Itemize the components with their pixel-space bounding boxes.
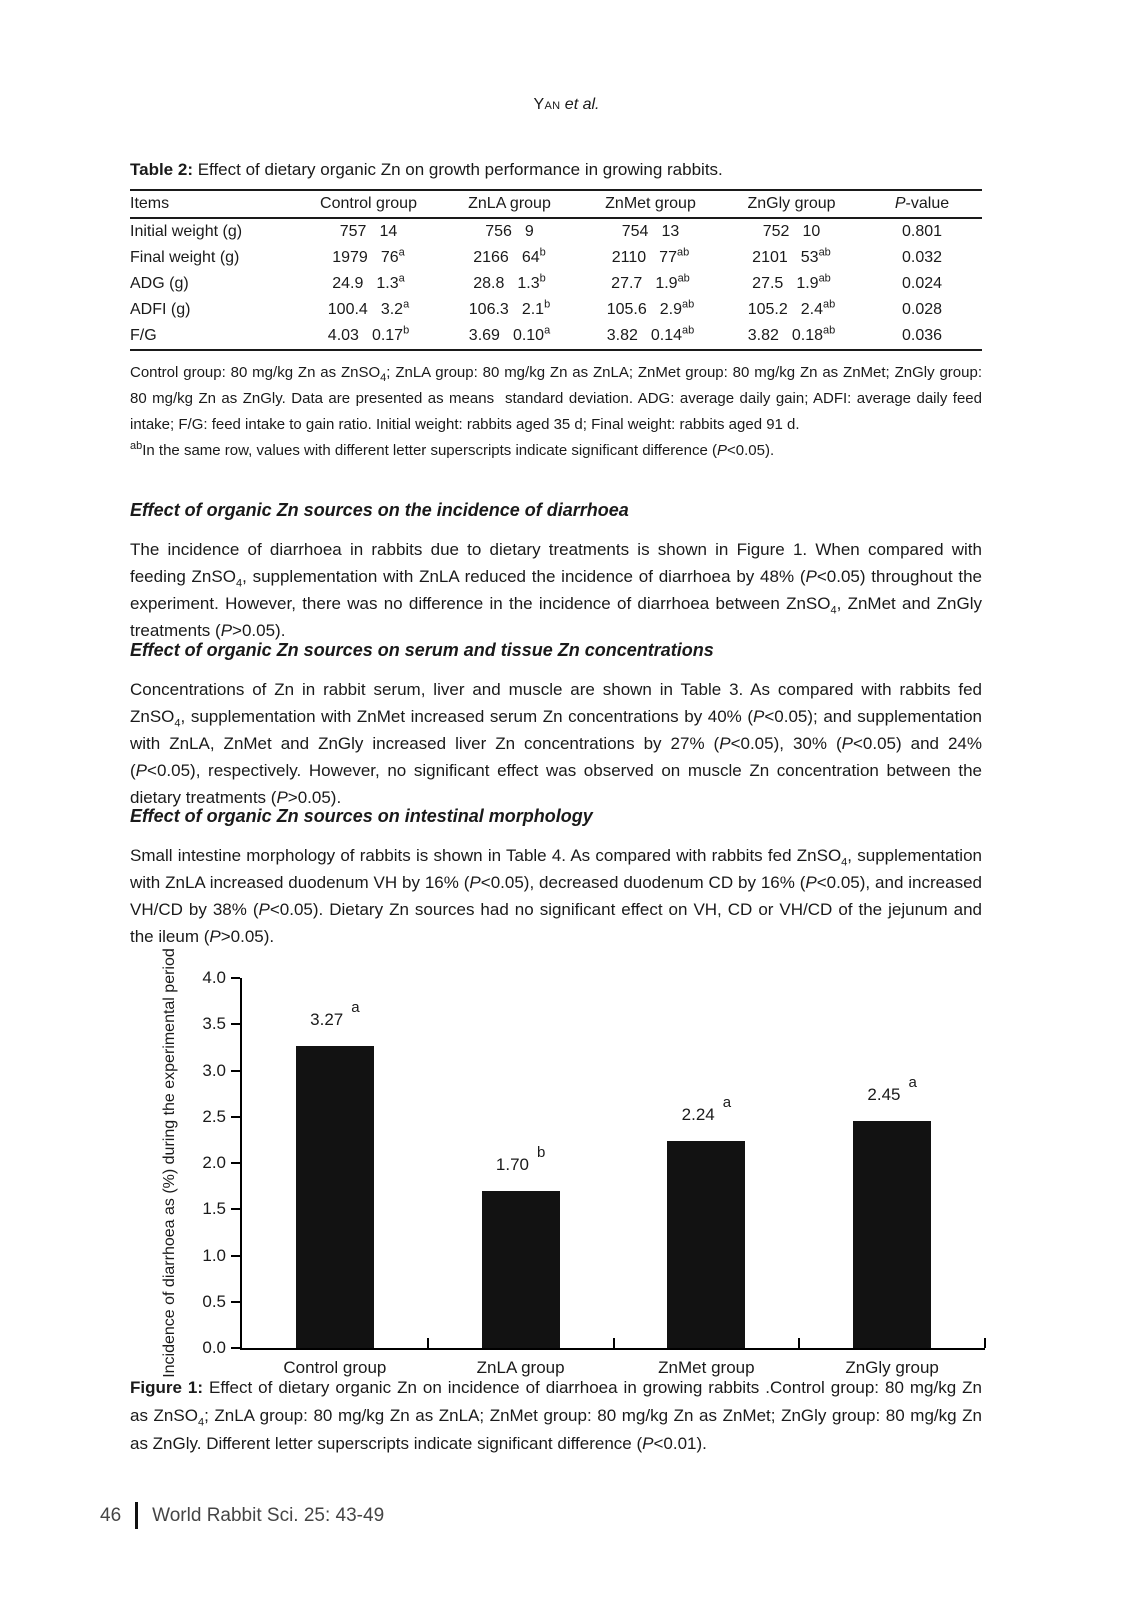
table2-caption-text: Effect of dietary organic Zn on growth performance in growing rabbits. bbox=[192, 160, 723, 179]
mean-value: 3.82 bbox=[606, 327, 638, 344]
mean-sd-pair bbox=[752, 272, 831, 293]
mean-sd-pair bbox=[747, 298, 836, 319]
table2-row bbox=[130, 323, 982, 350]
value-cell bbox=[580, 245, 721, 271]
bar-value: 2.45 bbox=[867, 1085, 901, 1105]
figure1-bar-chart bbox=[0, 948, 1133, 1378]
x-axis-tick bbox=[613, 1338, 615, 1348]
value-cell bbox=[298, 245, 439, 271]
mean-sd-pair bbox=[485, 223, 534, 241]
mean-sd-pair bbox=[747, 324, 836, 345]
bar-value-label bbox=[242, 998, 428, 1030]
mean-value: 4.03 bbox=[327, 327, 359, 344]
item-cell: Initial weight (g) bbox=[130, 223, 243, 240]
significance-letter: a bbox=[351, 998, 360, 1016]
mean-sd-pair bbox=[611, 272, 690, 293]
value-cell bbox=[580, 297, 721, 323]
sd-value: 1.9$^{ab}$ bbox=[796, 272, 831, 292]
table2-row bbox=[130, 271, 982, 297]
y-axis-title-text: Incidence of diarrhoea as (%) during the experimental period bbox=[161, 948, 178, 1378]
running-head-etal: et al. bbox=[560, 96, 600, 113]
running-head bbox=[0, 96, 1133, 114]
item-cell: ADFI (g) bbox=[130, 301, 191, 318]
sd-value: $77^{ab}$ bbox=[659, 246, 690, 266]
bar-slot bbox=[614, 978, 800, 1377]
sd-value: 2.4$^{ab}$ bbox=[800, 298, 836, 318]
y-axis-tick bbox=[231, 1301, 240, 1303]
table2-footnote-definitions: Control group: 80 mg/kg Zn as ZnSO$_4$; ZnLA group: 80 mg/kg Zn as ZnLA; ZnMet group: 80 mg/kg Zn as ZnMet; ZnGly group: 80 mg/kg Zn as ZnGly. Data are presented as means standard deviation. ADG: average daily gain; ADFI: average daily feed intake; F/G: feed intake to gain ratio. Initial weight: rabbits aged 35 d; Final weight: rabbits aged 91 d. bbox=[130, 364, 982, 433]
sd-value: 14 bbox=[379, 223, 398, 240]
mean-value: 3.82 bbox=[747, 327, 779, 344]
page-number: 46 bbox=[100, 1504, 122, 1526]
mean-value: 106.3 bbox=[468, 301, 509, 318]
mean-sd-pair bbox=[752, 246, 831, 267]
significance-letter: a bbox=[722, 1093, 732, 1111]
column-header-znmet-group: ZnMet group bbox=[605, 195, 696, 212]
mean-value: 1979 bbox=[332, 249, 368, 266]
sd-value: 2.1$^b$ bbox=[521, 298, 551, 318]
table2-caption-label: Table 2: bbox=[130, 160, 193, 179]
sd-value: 2.9$^{ab}$ bbox=[659, 298, 695, 318]
y-axis-tick-label: 0.5 bbox=[202, 1291, 226, 1311]
value-cell bbox=[298, 218, 439, 245]
bar-value-label bbox=[799, 1074, 985, 1105]
y-axis-tick bbox=[231, 1070, 240, 1072]
bar bbox=[853, 1121, 931, 1348]
x-category-label: ZnGly group bbox=[845, 1358, 939, 1377]
bar-value: 3.27 bbox=[310, 1009, 344, 1029]
sd-value: $53^{ab}$ bbox=[800, 246, 831, 266]
value-cell bbox=[439, 271, 580, 297]
table2-footnotes bbox=[130, 360, 982, 464]
sd-value: 10 bbox=[802, 223, 821, 240]
mean-sd-pair bbox=[332, 272, 405, 293]
y-axis-tick-label: 2.0 bbox=[202, 1153, 226, 1172]
value-cell bbox=[721, 245, 862, 271]
mean-sd-pair bbox=[327, 324, 410, 345]
p-value-cell: 0.032 bbox=[901, 249, 943, 266]
bar-value-label bbox=[614, 1093, 800, 1125]
mean-sd-pair bbox=[473, 246, 546, 267]
mean-sd-pair bbox=[606, 298, 695, 319]
value-cell bbox=[298, 323, 439, 350]
journal-reference: World Rabbit Sci. 25: 43-49 bbox=[152, 1504, 385, 1526]
mean-sd-pair bbox=[611, 246, 690, 267]
y-axis-tick-label: 1.5 bbox=[202, 1199, 226, 1219]
x-category-label: ZnMet group bbox=[658, 1358, 755, 1377]
mean-value: 27.5 bbox=[752, 275, 784, 292]
sd-value: 3.2$^a$ bbox=[380, 298, 410, 318]
bar bbox=[482, 1191, 560, 1348]
page-footer bbox=[100, 1502, 384, 1529]
significance-letter: b bbox=[537, 1143, 546, 1161]
mean-value: 756 bbox=[485, 223, 512, 240]
section-paragraph-intestinal-morphology: Small intestine morphology of rabbits is shown in Table 4. As compared with rabbits fed ZnSO$_4$, supplementation with ZnLA increased duodenum VH by 16% (P<0.05), decreased duodenum CD by 16% (P<0.05), and increased VH/CD by 38% (P<0.05). Dietary Zn sources had no significant effect on VH, CD or VH/CD of the jejunum and the ileum (P>0.05). bbox=[130, 846, 982, 946]
mean-value: 105.2 bbox=[747, 301, 788, 318]
y-axis-tick bbox=[231, 977, 240, 979]
column-header-control-group: Control group bbox=[320, 195, 417, 212]
section-paragraph-serum-tissue-zn: Concentrations of Zn in rabbit serum, liver and muscle are shown in Table 3. As compared with rabbits fed ZnSO$_4$, supplementation with ZnMet increased serum Zn concentrations by 40% (P<0.05); and supplementation with ZnLA, ZnMet and ZnGly increased liver Zn concentrations by 27% (P<0.05), 30% (P<0.05) and 24% (P<0.05), respectively. However, no significant effect was observed on muscle Zn concentration between the dietary treatments (P>0.05). bbox=[130, 680, 983, 807]
value-cell bbox=[721, 271, 862, 297]
y-axis-tick bbox=[231, 1255, 240, 1257]
mean-sd-pair bbox=[327, 298, 410, 319]
y-axis-tick bbox=[231, 1208, 240, 1210]
mean-sd-pair bbox=[332, 246, 405, 267]
mean-sd-pair bbox=[606, 324, 695, 345]
sd-value: 0.17$^b$ bbox=[371, 324, 410, 344]
x-axis-end-tick bbox=[984, 1338, 986, 1348]
figure1-caption-label: Figure 1: bbox=[130, 1378, 204, 1397]
mean-value: 2110 bbox=[611, 249, 647, 266]
value-cell bbox=[439, 218, 580, 245]
footer-divider bbox=[135, 1502, 138, 1529]
table2-footnote-significance: $^{ab}$In the same row, values with different letter superscripts indicate significant difference (P<0.05). bbox=[130, 440, 775, 459]
y-axis-tick-label: 2.5 bbox=[202, 1106, 226, 1126]
sd-value: 13 bbox=[661, 223, 680, 240]
bar-slot bbox=[242, 978, 428, 1377]
item-cell: F/G bbox=[130, 327, 157, 344]
y-axis-tick-label: 4.0 bbox=[202, 968, 226, 987]
bar-value-label bbox=[428, 1143, 614, 1175]
p-value-cell: 0.036 bbox=[901, 327, 943, 344]
sd-value: 0.10$^a$ bbox=[512, 324, 551, 344]
p-value-cell: 0.024 bbox=[901, 275, 943, 292]
y-axis-tick bbox=[231, 1347, 240, 1349]
mean-sd-pair bbox=[468, 298, 551, 319]
table2-caption bbox=[130, 160, 982, 180]
mean-value: 24.9 bbox=[332, 275, 364, 292]
mean-value: 2166 bbox=[473, 249, 509, 266]
x-category-label: Control group bbox=[283, 1358, 387, 1377]
sd-value: 76$^a$ bbox=[380, 246, 405, 266]
sd-value: 1.3$^a$ bbox=[376, 272, 405, 292]
mean-sd-pair bbox=[340, 223, 398, 241]
section-heading-serum-tissue-zn: Effect of organic Zn sources on serum and tissue Zn concentrations bbox=[130, 640, 714, 660]
section-heading-intestinal-morphology: Effect of organic Zn sources on intestinal morphology bbox=[130, 806, 593, 826]
column-header-znla-group: ZnLA group bbox=[468, 195, 551, 212]
y-axis-tick-label: 0.0 bbox=[202, 1338, 226, 1357]
mean-value: 100.4 bbox=[327, 301, 368, 318]
x-axis-tick bbox=[798, 1338, 800, 1348]
sd-value: 1.9$^{ab}$ bbox=[655, 272, 690, 292]
sd-value: 0.14$^{ab}$ bbox=[650, 324, 695, 344]
value-cell bbox=[439, 245, 580, 271]
sd-value: 64$^b$ bbox=[521, 246, 546, 266]
table2-row bbox=[130, 218, 982, 245]
column-header-pvalue: P-value bbox=[894, 195, 950, 212]
table2-body bbox=[130, 218, 982, 350]
sd-value: 1.3$^b$ bbox=[517, 272, 546, 292]
x-category-label: ZnLA group bbox=[476, 1358, 565, 1377]
column-header-zngly-group: ZnGly group bbox=[747, 195, 836, 212]
mean-value: 3.69 bbox=[468, 327, 500, 344]
y-axis-title bbox=[160, 948, 180, 1378]
section-paragraph-incidence-of-diarrhoea: The incidence of diarrhoea in rabbits due to dietary treatments is shown in Figure 1. When compared with feeding ZnSO$_4$, supplementation with ZnLA reduced the incidence of diarrhoea by 48% (P<0.05) throughout the experiment. However, there was no difference in the incidence of diarrhoea between ZnSO$_4$, ZnMet and ZnGly treatments (P>0.05). bbox=[130, 540, 982, 640]
mean-value: 752 bbox=[762, 223, 790, 240]
table2 bbox=[130, 189, 982, 351]
bar-slot bbox=[799, 978, 985, 1377]
y-axis-tick-label: 1.0 bbox=[202, 1245, 226, 1265]
p-value-cell: 0.801 bbox=[901, 223, 943, 240]
sd-value: 0.18$^{ab}$ bbox=[791, 324, 836, 344]
mean-value: 105.6 bbox=[606, 301, 647, 318]
mean-value: 754 bbox=[621, 223, 649, 240]
value-cell bbox=[580, 323, 721, 350]
bar bbox=[296, 1046, 374, 1348]
y-axis-tick-label: 3.0 bbox=[202, 1060, 226, 1080]
x-axis-tick bbox=[427, 1338, 429, 1348]
value-cell bbox=[721, 323, 862, 350]
value-cell bbox=[298, 271, 439, 297]
value-cell bbox=[721, 297, 862, 323]
bar-slot bbox=[428, 978, 614, 1377]
mean-sd-pair bbox=[468, 324, 551, 345]
value-cell bbox=[439, 323, 580, 350]
section-heading-incidence-of-diarrhoea: Effect of organic Zn sources on the incidence of diarrhoea bbox=[130, 500, 629, 520]
mean-value: 757 bbox=[339, 223, 367, 240]
bar-value: 2.24 bbox=[681, 1104, 715, 1124]
y-axis-tick bbox=[231, 1023, 240, 1025]
running-head-author: Yan bbox=[533, 96, 561, 113]
y-axis-tick-label: 3.5 bbox=[202, 1014, 226, 1034]
mean-sd-pair bbox=[622, 223, 680, 241]
y-axis-tick bbox=[231, 1162, 240, 1164]
mean-value: 2101 bbox=[752, 249, 788, 266]
column-header-items: Items bbox=[130, 195, 170, 212]
value-cell bbox=[721, 218, 862, 245]
mean-value: 27.7 bbox=[611, 275, 643, 292]
bar-value: 1.70 bbox=[495, 1154, 529, 1174]
p-value-cell: 0.028 bbox=[901, 301, 943, 318]
value-cell bbox=[298, 297, 439, 323]
item-cell: ADG (g) bbox=[130, 275, 189, 292]
plot-area bbox=[202, 968, 985, 1377]
figure1-caption bbox=[130, 1374, 982, 1458]
significance-letter: a bbox=[908, 1074, 917, 1092]
item-cell: Final weight (g) bbox=[130, 249, 240, 266]
table2-row bbox=[130, 297, 982, 323]
table2-row bbox=[130, 245, 982, 271]
bar bbox=[667, 1141, 745, 1348]
sd-value: 9 bbox=[524, 223, 534, 240]
y-axis-tick bbox=[231, 1116, 240, 1118]
mean-sd-pair bbox=[473, 272, 546, 293]
figure1-caption-text: Effect of dietary organic Zn on incidence of diarrhoea in growing rabbits .Control group: 80 mg/kg Zn as ZnSO$_4$; ZnLA group: 80 mg/kg Zn as ZnLA; ZnMet group: 80 mg/kg Zn as ZnMet; ZnGly group: 80 mg/kg Zn as ZnGly. Different letter superscripts indicate significant difference (P<0.01). bbox=[130, 1378, 982, 1453]
value-cell bbox=[439, 297, 580, 323]
table2-header-row bbox=[130, 190, 982, 218]
value-cell bbox=[580, 218, 721, 245]
mean-sd-pair bbox=[763, 223, 821, 241]
mean-value: 28.8 bbox=[473, 275, 505, 292]
value-cell bbox=[580, 271, 721, 297]
